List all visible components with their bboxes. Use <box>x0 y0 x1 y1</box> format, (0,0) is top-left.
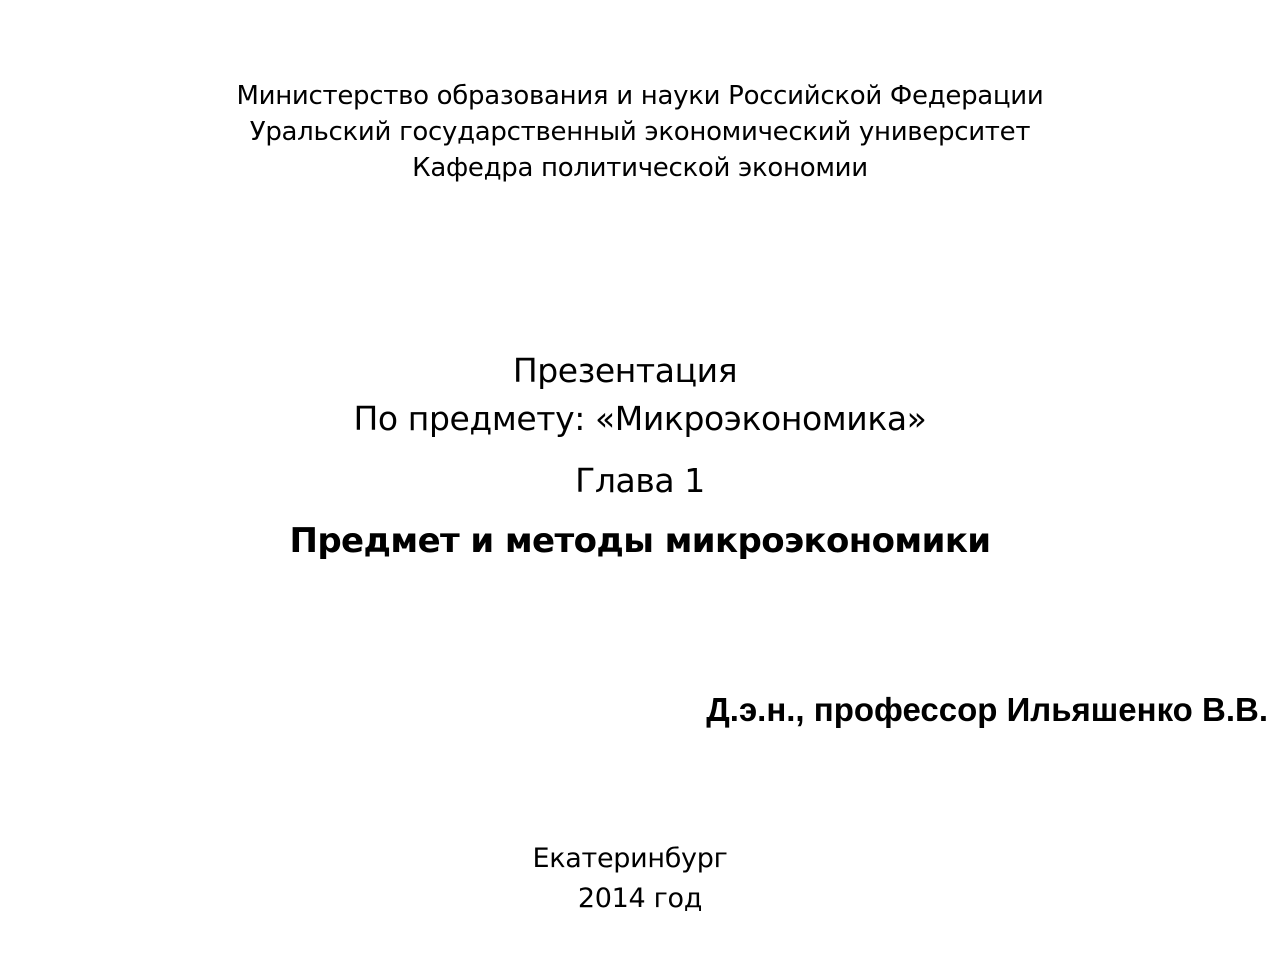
presentation-label: Презентация <box>512 351 738 390</box>
institution-header <box>0 78 1280 186</box>
footer <box>0 839 1280 919</box>
presentation-title <box>0 347 1280 565</box>
university-line: Уральский государственный экономический университет <box>249 117 1031 147</box>
subject-line: По предмету: «Микроэкономика» <box>353 399 927 438</box>
topic-heading: Предмет и методы микроэкономики <box>289 521 991 561</box>
author-line: Д.э.н., профессор Ильяшенко В.В. <box>706 691 1268 728</box>
year-line: 2014 год <box>577 883 703 914</box>
ministry-line: Министерство образования и науки Российской Федерации <box>236 81 1044 111</box>
department-line: Кафедра политической экономии <box>412 153 868 183</box>
chapter-line: Глава 1 <box>575 461 705 500</box>
city-line: Екатеринбург <box>532 843 728 874</box>
